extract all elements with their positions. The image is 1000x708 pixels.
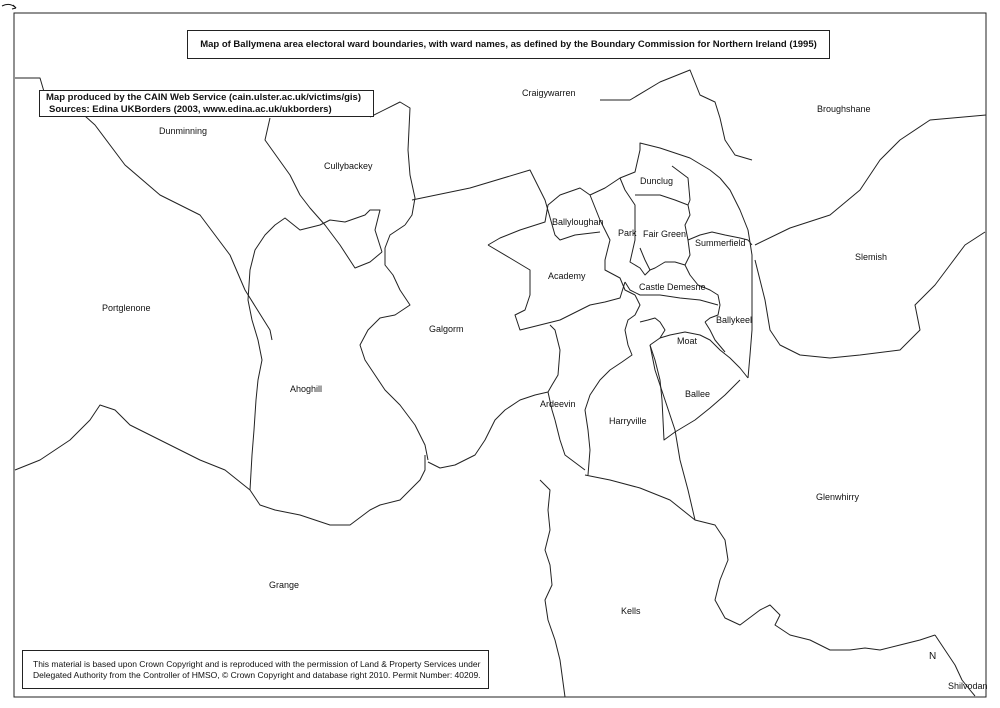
ward-label-ardeevin: Ardeevin bbox=[540, 399, 576, 409]
ward-label-kells: Kells bbox=[621, 606, 641, 616]
ward-label-ballykeel: Ballykeel bbox=[716, 315, 753, 325]
ward-label-harryville: Harryville bbox=[609, 416, 647, 426]
map-title bbox=[187, 30, 830, 59]
ward-label-galgorm: Galgorm bbox=[429, 324, 464, 334]
copyright-line-2: Delegated Authority from the Controller of HMSO, © Crown Copyright and database right 2010. Permit Number: 40209. bbox=[33, 670, 481, 680]
credit-line-1: Map produced by the CAIN Web Service (cain.ulster.ac.uk/victims/gis) bbox=[46, 92, 361, 103]
north-label: N bbox=[929, 651, 937, 662]
map-title-text: Map of Ballymena area electoral ward boundaries, with ward names, as defined by the Boundary Commission for Northern Ireland (1995) bbox=[200, 39, 817, 50]
ward-label-glenwhirry: Glenwhirry bbox=[816, 492, 860, 502]
ward-label-broughshane: Broughshane bbox=[817, 104, 871, 114]
ward-label-fair-green: Fair Green bbox=[643, 229, 687, 239]
ward-label-portglenone: Portglenone bbox=[102, 303, 151, 313]
ward-label-ballee: Ballee bbox=[685, 389, 711, 399]
ward-label-academy: Academy bbox=[548, 271, 586, 281]
ward-label-castle-demesne: Castle Demesne bbox=[639, 282, 706, 292]
north-arrow-icon bbox=[0, 0, 20, 30]
credit-line-2: Sources: Edina UKBorders (2003, www.edina.ac.uk/ukborders) bbox=[49, 104, 332, 115]
ward-label-grange: Grange bbox=[269, 580, 300, 590]
ward-label-shilvodan: Shilvodan bbox=[948, 681, 988, 691]
credit-box bbox=[39, 90, 374, 117]
ward-label-slemish: Slemish bbox=[855, 252, 888, 262]
copyright-line-1: This material is based upon Crown Copyright and is reproduced with the permission of Land & Property Services under bbox=[33, 659, 481, 669]
ward-label-dunclug: Dunclug bbox=[640, 176, 674, 186]
ward-label-craigywarren: Craigywarren bbox=[522, 88, 576, 98]
ward-label-ballyloughan: Ballyloughan bbox=[552, 217, 604, 227]
ward-label-dunminning: Dunminning bbox=[159, 126, 208, 136]
copyright-box bbox=[22, 650, 489, 689]
ward-label-park: Park bbox=[618, 228, 637, 238]
ward-label-ahoghill: Ahoghill bbox=[290, 384, 323, 394]
ward-label-cullybackey: Cullybackey bbox=[324, 161, 373, 171]
ward-label-moat: Moat bbox=[677, 336, 698, 346]
ward-label-summerfield: Summerfield bbox=[695, 238, 746, 248]
